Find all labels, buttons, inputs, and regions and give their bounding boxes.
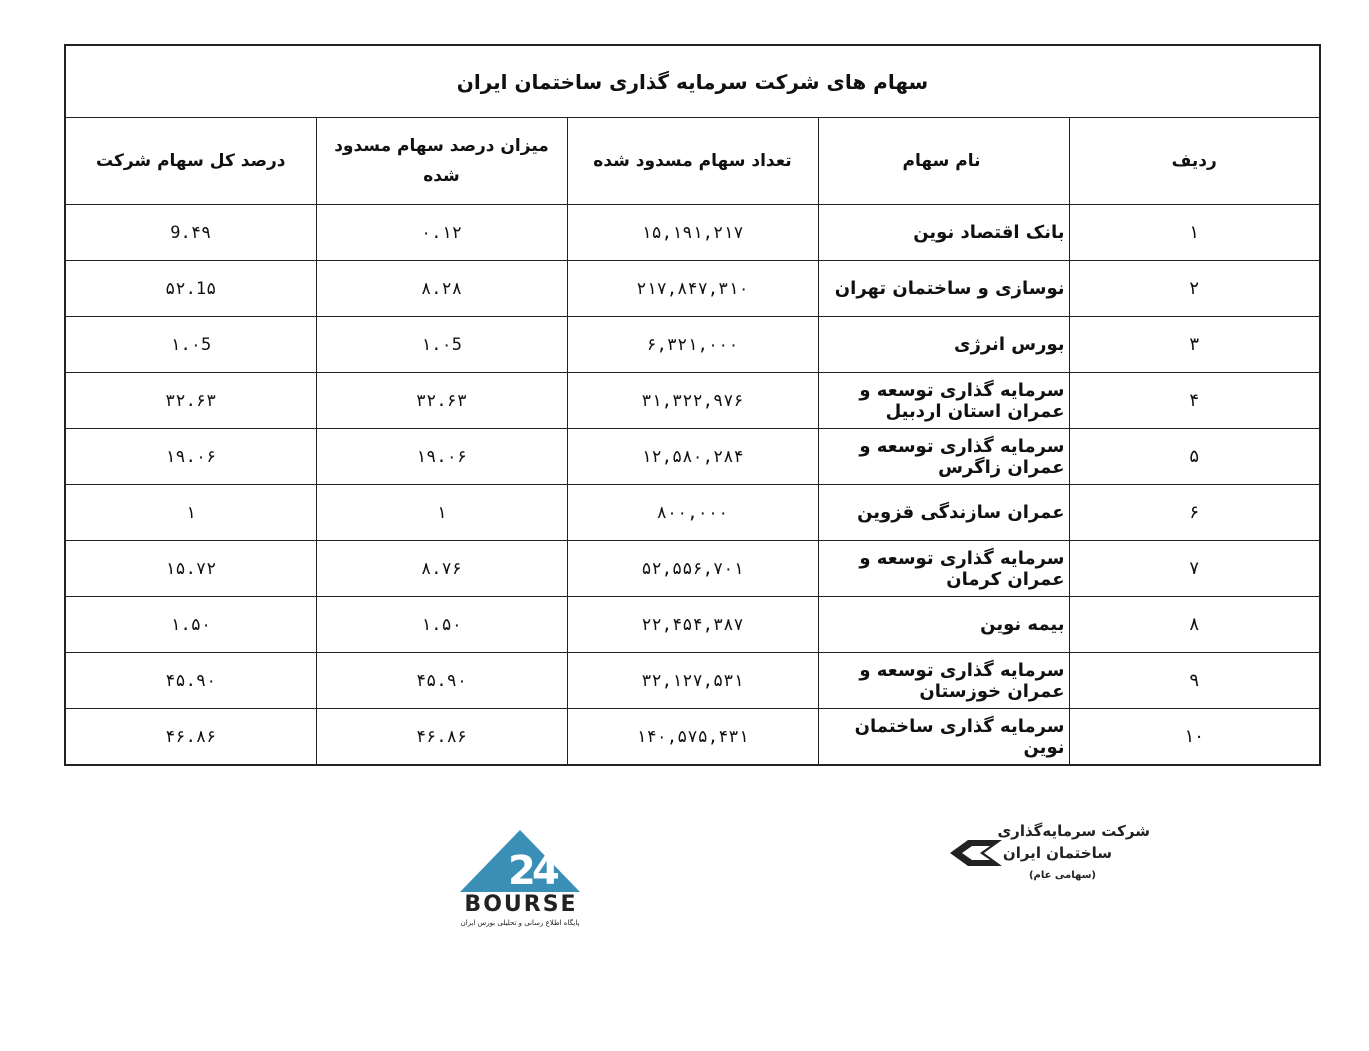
cell-stock-name: نوسازی و ساختمان تهران <box>818 261 1069 317</box>
cell-pct-blocked: ۱.۵۰ <box>316 597 567 653</box>
cell-radif: ۳ <box>1069 317 1320 373</box>
bourse24-logo <box>450 826 590 936</box>
company-stamp <box>940 818 1160 898</box>
cell-pct-total: ۴۶.۸۶ <box>65 709 316 766</box>
cell-radif: ۱ <box>1069 205 1320 261</box>
cell-radif: ۱۰ <box>1069 709 1320 766</box>
stamp-line-2: ساختمان ایران <box>1002 844 1112 862</box>
cell-radif: ۸ <box>1069 597 1320 653</box>
cell-pct-total: 9.۴۹ <box>65 205 316 261</box>
cell-pct-total: ۵۲.1۵ <box>65 261 316 317</box>
cell-blocked-count: ۲۱۷,۸۴۷,۳۱۰ <box>567 261 818 317</box>
cell-stock-name: سرمایه گذاری توسعه و عمران خوزستان <box>818 653 1069 709</box>
cell-blocked-count: ۳۲,۱۲۷,۵۳۱ <box>567 653 818 709</box>
table-row <box>65 597 1320 653</box>
cell-pct-total: ۱ <box>65 485 316 541</box>
table-row <box>65 261 1320 317</box>
header-name: نام سهام <box>818 118 1069 205</box>
cell-pct-blocked: ۱ <box>316 485 567 541</box>
cell-pct-blocked: ۱.۰5 <box>316 317 567 373</box>
cell-stock-name: سرمایه گذاری ساختمان نوین <box>818 709 1069 766</box>
cell-stock-name: سرمایه گذاری توسعه و عمران کرمان <box>818 541 1069 597</box>
cell-blocked-count: ۱۴۰,۵۷۵,۴۳۱ <box>567 709 818 766</box>
cell-blocked-count: ۱۲,۵۸۰,۲۸۴ <box>567 429 818 485</box>
cell-stock-name: عمران سازندگی قزوین <box>818 485 1069 541</box>
table-title: سهام های شرکت سرمایه گذاری ساختمان ایران <box>65 45 1320 118</box>
cell-stock-name: بورس انرژی <box>818 317 1069 373</box>
cell-pct-total: ۱.۰5 <box>65 317 316 373</box>
cell-stock-name: بیمه نوین <box>818 597 1069 653</box>
header-count: تعداد سهام مسدود شده <box>567 118 818 205</box>
bourse-brand-text: BOURSE <box>464 892 578 917</box>
cell-pct-total: ۱۵.۷۲ <box>65 541 316 597</box>
cell-blocked-count: ۲۲,۴۵۴,۳۸۷ <box>567 597 818 653</box>
cell-blocked-count: ۸۰۰,۰۰۰ <box>567 485 818 541</box>
cell-radif: ۲ <box>1069 261 1320 317</box>
cell-pct-blocked: ۳۲.۶۳ <box>316 373 567 429</box>
cell-stock-name: سرمایه گذاری توسعه و عمران زاگرس <box>818 429 1069 485</box>
header-radif: ردیف <box>1069 118 1320 205</box>
bourse-triangle-icon <box>450 826 590 896</box>
table-row <box>65 205 1320 261</box>
svg-text:2: 2 <box>508 848 536 894</box>
cell-pct-blocked: ۴۵.۹۰ <box>316 653 567 709</box>
header-pct-blocked: میزان درصد سهام مسدود شده <box>316 118 567 205</box>
table-row <box>65 653 1320 709</box>
cell-pct-total: ۳۲.۶۳ <box>65 373 316 429</box>
cell-radif: ۹ <box>1069 653 1320 709</box>
cell-stock-name: سرمایه گذاری توسعه و عمران استان اردبیل <box>818 373 1069 429</box>
cell-stock-name: بانک اقتصاد نوین <box>818 205 1069 261</box>
table-row <box>65 541 1320 597</box>
stamp-line-1: شرکت سرمایه‌گذاری <box>997 822 1150 840</box>
header-row <box>65 118 1320 205</box>
cell-blocked-count: ۵۲,۵۵۶,۷۰۱ <box>567 541 818 597</box>
cell-pct-total: ۱.۵۰ <box>65 597 316 653</box>
cell-blocked-count: ۳۱,۳۲۲,۹۷۶ <box>567 373 818 429</box>
cell-radif: ۶ <box>1069 485 1320 541</box>
table-body <box>65 205 1320 766</box>
table-row <box>65 429 1320 485</box>
cell-pct-blocked: ۸.۷۶ <box>316 541 567 597</box>
cell-pct-blocked: ۰.۱۲ <box>316 205 567 261</box>
cell-blocked-count: ۱۵,۱۹۱,۲۱۷ <box>567 205 818 261</box>
cell-radif: ۴ <box>1069 373 1320 429</box>
blocked-shares-table <box>64 44 1321 766</box>
cell-pct-total: ۴۵.۹۰ <box>65 653 316 709</box>
table-row <box>65 709 1320 766</box>
stamp-line-3: (سهامی عام) <box>1028 870 1096 881</box>
cell-radif: ۵ <box>1069 429 1320 485</box>
header-pct-total: درصد کل سهام شرکت <box>65 118 316 205</box>
cell-pct-total: ۱۹.۰۶ <box>65 429 316 485</box>
cell-radif: ۷ <box>1069 541 1320 597</box>
cell-blocked-count: ۶,۳۲۱,۰۰۰ <box>567 317 818 373</box>
table-row <box>65 317 1320 373</box>
table-row <box>65 373 1320 429</box>
svg-text:4: 4 <box>532 848 560 894</box>
bourse-tagline: پایگاه اطلاع رسانی و تحلیلی بورس ایران <box>460 919 580 927</box>
cell-pct-blocked: ۴۶.۸۶ <box>316 709 567 766</box>
company-emblem-icon <box>946 836 1006 870</box>
table-row <box>65 485 1320 541</box>
cell-pct-blocked: ۸.۲۸ <box>316 261 567 317</box>
cell-pct-blocked: ۱۹.۰۶ <box>316 429 567 485</box>
